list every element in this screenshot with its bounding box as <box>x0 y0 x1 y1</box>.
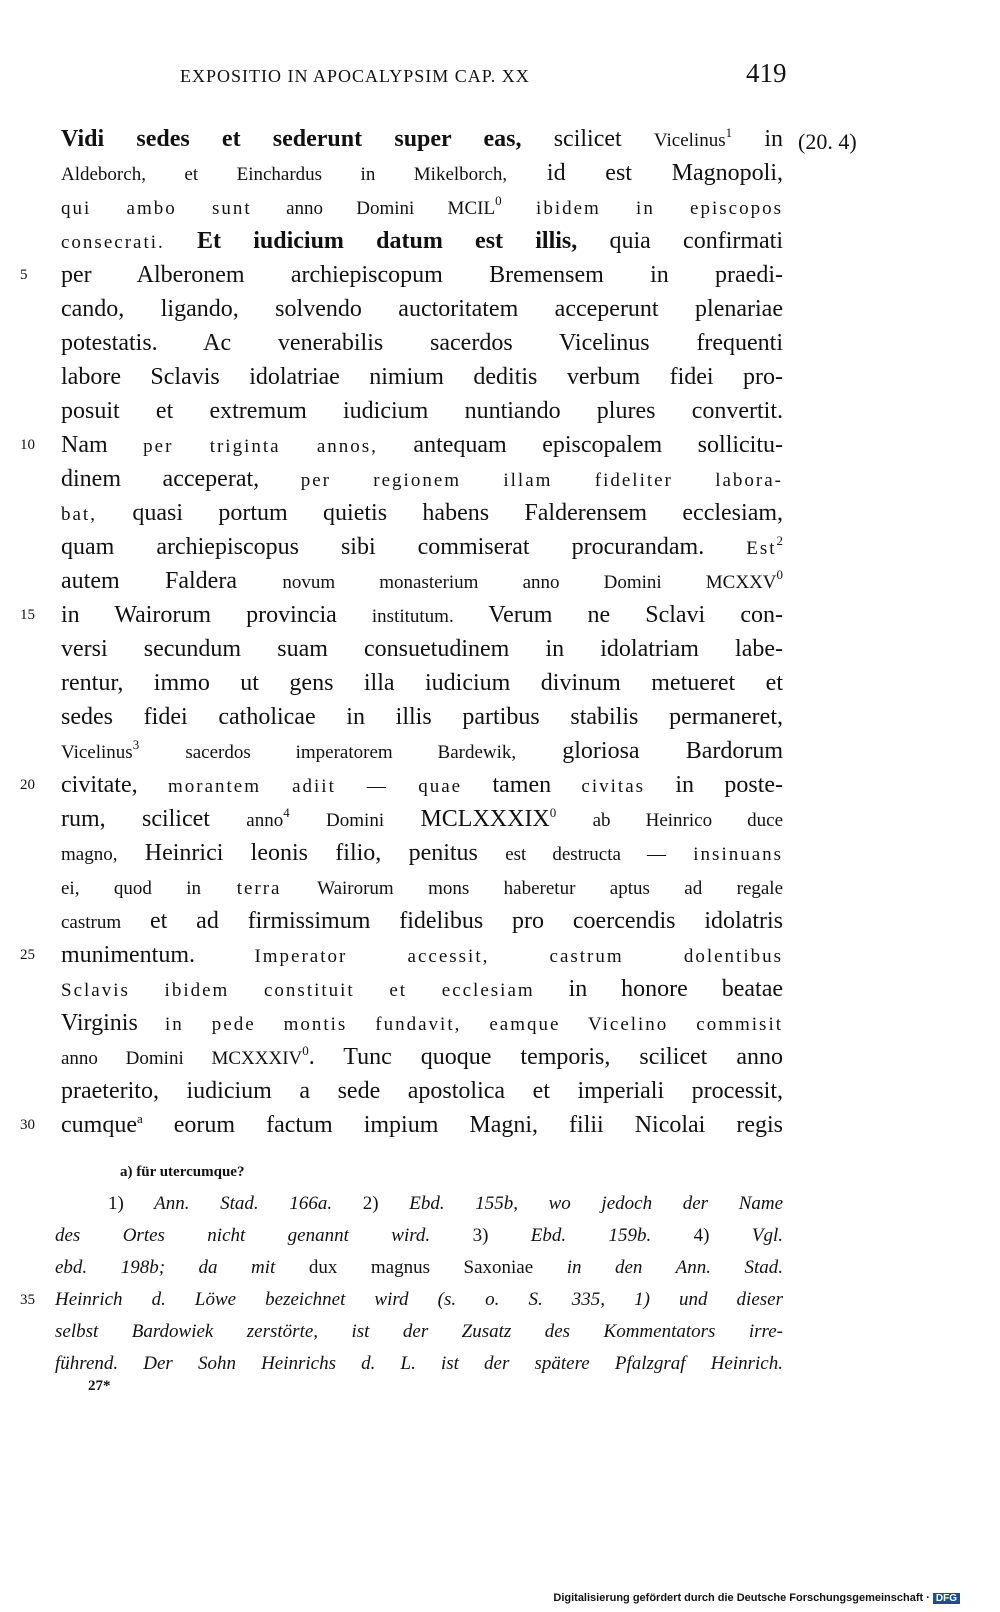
digitization-credit <box>553 1592 960 1604</box>
text-line: sedes fidei catholicae in illis partibus stabilis permaneret, <box>61 704 783 730</box>
line-number: 20 <box>20 777 35 793</box>
footnote-line: selbst Bardowiek zerstörte, ist der Zusatz des Kommentators irre- <box>55 1321 783 1342</box>
text-line: rentur, immo ut gens illa iudicium divinum metueret et <box>61 670 783 696</box>
text-line: autem Faldera novum monasterium anno Domini MCXXV$^0$ <box>61 567 784 594</box>
line-number: 5 <box>20 267 28 283</box>
margin-reference: (20. 4) <box>798 129 857 154</box>
credit-text: Digitalisierung gefördert durch die Deutsche Forschungsgemeinschaft · <box>553 1592 930 1604</box>
page-number: 419 <box>746 58 787 88</box>
line-number: 10 <box>20 437 35 453</box>
running-title: EXPOSITIO IN APOCALYPSIM CAP. XX <box>180 66 530 86</box>
line-number: 15 <box>20 607 35 623</box>
text-line: per Alberonem archiepiscopum Bremensem in praedi- <box>61 262 783 288</box>
text-line: munimentum. Imperator accessit, castrum dolentibus <box>61 942 784 968</box>
text-line: anno Domini MCXXXIV$^0$. Tunc quoque temporis, scilicet anno <box>61 1043 783 1070</box>
text-line: posuit et extremum iudicium nuntiando plures convertit. <box>61 398 783 424</box>
footnote-line: führend. Der Sohn Heinrichs d. L. ist der spätere Pfalzgraf Heinrich. <box>55 1353 783 1374</box>
footnote-line: des Ortes nicht genannt wird. 3) Ebd. 159b. 4) Vgl. <box>55 1225 784 1246</box>
footnote-line: Heinrich d. Löwe bezeichnet wird (s. o. S. 335, 1) und dieser <box>55 1289 783 1310</box>
text-line: qui ambo sunt anno Domini MCIL$^0$ ibidem in episcopos <box>61 193 783 219</box>
text-line: cumque$^a$ eorum factum impium Magni, filii Nicolai regis <box>61 1111 783 1138</box>
signature-mark: 27* <box>88 1378 111 1394</box>
text-line: Aldeborch, et Einchardus in Mikelborch, id est Magnopoli, <box>61 160 783 186</box>
text-line: Sclavis ibidem constituit et ecclesiam in honore beatae <box>61 976 784 1002</box>
footnote-apparatus: a) für utercumque? <box>120 1164 245 1180</box>
dfg-logo: DFG <box>933 1593 960 1604</box>
text-line: potestatis. Ac venerabilis sacerdos Vicelinus frequenti <box>61 330 783 356</box>
text-line: civitate, morantem adiit — quae tamen civitas in poste- <box>61 772 784 798</box>
line-number: 35 <box>20 1292 35 1308</box>
text-line: praeterito, iudicium a sede apostolica et imperiali processit, <box>61 1078 783 1104</box>
text-line: Vidi sedes et sederunt super eas, scilicet Vicelinus$^1$ in <box>61 125 784 152</box>
page-header <box>180 58 787 98</box>
text-line: consecrati. Et iudicium datum est illis, quia confirmati <box>61 228 784 254</box>
text-line: cando, ligando, solvendo auctoritatem acceperunt plenariae <box>61 296 783 322</box>
text-line: quam archiepiscopus sibi commiserat procurandam. Est$^2$ <box>61 533 784 560</box>
text-line: in Wairorum provincia institutum. Verum ne Sclavi con- <box>61 602 783 628</box>
text-line: Virginis in pede montis fundavit, eamque Vicelino commisit <box>61 1010 783 1036</box>
footnote-line: 1) Ann. Stad. 166a. 2) Ebd. 155b, wo jedoch der Name <box>108 1193 784 1214</box>
text-line: dinem acceperat, per regionem illam fideliter labora- <box>61 466 784 492</box>
line-number: 25 <box>20 947 35 963</box>
text-line: Nam per triginta annos, antequam episcopalem sollicitu- <box>61 432 784 458</box>
text-line: bat, quasi portum quietis habens Falderensem ecclesiam, <box>61 500 784 526</box>
text-line: labore Sclavis idolatriae nimium deditis verbum fidei pro- <box>61 364 783 390</box>
text-line: castrum et ad firmissimum fidelibus pro coercendis idolatris <box>61 908 784 934</box>
text-line: Vicelinus$^3$ sacerdos imperatorem Bardewik, gloriosa Bardorum <box>61 737 784 764</box>
line-number: 30 <box>20 1117 35 1133</box>
footnote-line: ebd. 198b; da mit dux magnus Saxoniae in den Ann. Stad. <box>55 1257 784 1278</box>
text-line: rum, scilicet anno$^4$ Domini MCLXXXIX$^0$ ab Heinrico duce <box>61 805 784 832</box>
text-line: magno, Heinrici leonis filio, penitus est destructa — insinuans <box>61 840 784 866</box>
text-line: versi secundum suam consuetudinem in idolatriam labe- <box>61 636 783 662</box>
text-line: ei, quod in terra Wairorum mons haberetur aptus ad regale <box>61 878 784 899</box>
